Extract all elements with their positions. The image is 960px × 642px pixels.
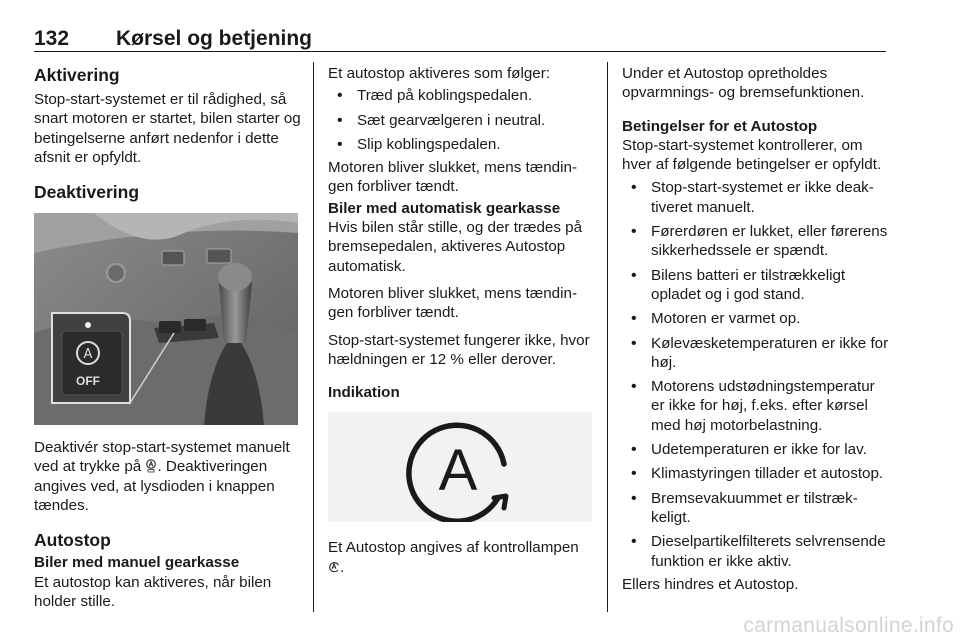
list-item: • Dieselpartikelfilterets selvrensende funktion er ikke aktiv. [622, 532, 890, 571]
off-button-label: OFF [76, 374, 100, 389]
heading-autostop: Autostop [34, 530, 111, 551]
paragraph-deaktivering: Deaktivér stop-start-systemet manuelt ved at trykke på . Deaktiveringen angives ved, at lysdioden i knappen tændes. [34, 439, 290, 515]
paragraph-automatisk: Hvis bilen står stille, og der trædes på bremsepedalen, aktiveres Autostop automatisk. [328, 219, 583, 275]
paragraph-ellers: Ellers hindres et Autostop. [622, 575, 799, 593]
svg-text:A: A [83, 347, 93, 363]
paragraph-indikation: Et Autostop angives af kontrollampen . [328, 539, 579, 576]
column-divider [607, 62, 608, 612]
column-1 [34, 64, 302, 611]
heading-indikation: Indikation [328, 384, 400, 402]
heading-betingelser: Betingelser for et Autostop [622, 117, 818, 135]
list-item: • Træd på koblingspedalen. [328, 86, 594, 105]
list-item: • Førerdøren er lukket, eller førerens sikkerhedssele er spændt. [622, 222, 890, 261]
paragraph-motor-1: Motoren bliver slukket, mens tændingen forbliver tændt. [328, 159, 578, 196]
paragraph-haeldning: Stop-start-systemet fungerer ikke, hvor hældningen er 12 % eller derover. [328, 331, 590, 368]
stop-start-button-icon [145, 459, 157, 473]
column-2 [328, 64, 594, 577]
list-item: • Motoren er varmet op. [622, 309, 890, 328]
watermark: carmanualsonline.info [743, 614, 954, 637]
list-item: • Motorens udstødningstemperatur er ikke for høj, f.eks. efter kørsel med høj motorbelastning. [622, 377, 890, 435]
page-title: Kørsel og betjening [116, 27, 313, 50]
list-item: • Klimastyringen tillader et autostop. [622, 464, 890, 483]
paragraph-manuel: Et autostop kan aktiveres, når bilen holder stille. [34, 573, 272, 610]
autostop-indicator-icon [328, 560, 340, 574]
column-3 [622, 64, 890, 594]
paragraph-motor-2: Motoren bliver slukket, mens tændingen forbliver tændt. [328, 284, 578, 322]
list-item: • Stop-start-systemet er ikke deaktiveret manuelt. [622, 178, 890, 217]
page-number: 132 [34, 27, 70, 50]
list-item: • Kølevæsketemperaturen er ikke for høj. [622, 334, 890, 373]
paragraph-betingelser: Stop-start-systemet kontrollerer, om hver af følgende betingelser er opfyldt. [622, 136, 882, 174]
indicator-letter: A [438, 438, 478, 504]
heading-manuel-gearkasse: Biler med manuel gearkasse [34, 554, 240, 572]
list-item: • Sæt gearvælgeren i neutral. [328, 111, 594, 130]
list-item: • Udetemperaturen er ikke for lav. [622, 440, 890, 459]
conditions-list [622, 178, 890, 570]
page-header [34, 27, 886, 52]
paragraph-aktivering: Stop-start-systemet er til rådighed, så snart motoren er startet, bilen starter og betingelserne anført nedenfor i dette afsnit er opfyldt. [34, 91, 301, 166]
list-item: • Bremsevakuummet er tilstrækkeligt. [622, 489, 890, 528]
list-item: • Bilens batteri er tilstrækkeligt opladet og i god stand. [622, 266, 890, 305]
heading-aktivering: Aktivering [34, 65, 120, 85]
paragraph-opretholdes: Under et Autostop opretholdes opvarmnings- og bremsefunktionen. [622, 65, 865, 102]
paragraph-intro: Et autostop aktiveres som følger: [328, 65, 550, 82]
autostop-indicator-illustration [328, 412, 592, 522]
heading-deaktivering: Deaktivering [34, 182, 140, 203]
stop-start-button-illustration [34, 213, 298, 425]
list-item: • Slip koblingspedalen. [328, 135, 594, 154]
steps-list [328, 86, 594, 154]
heading-automatisk-gearkasse: Biler med automatisk gearkasse [328, 199, 561, 217]
column-divider [313, 62, 314, 612]
